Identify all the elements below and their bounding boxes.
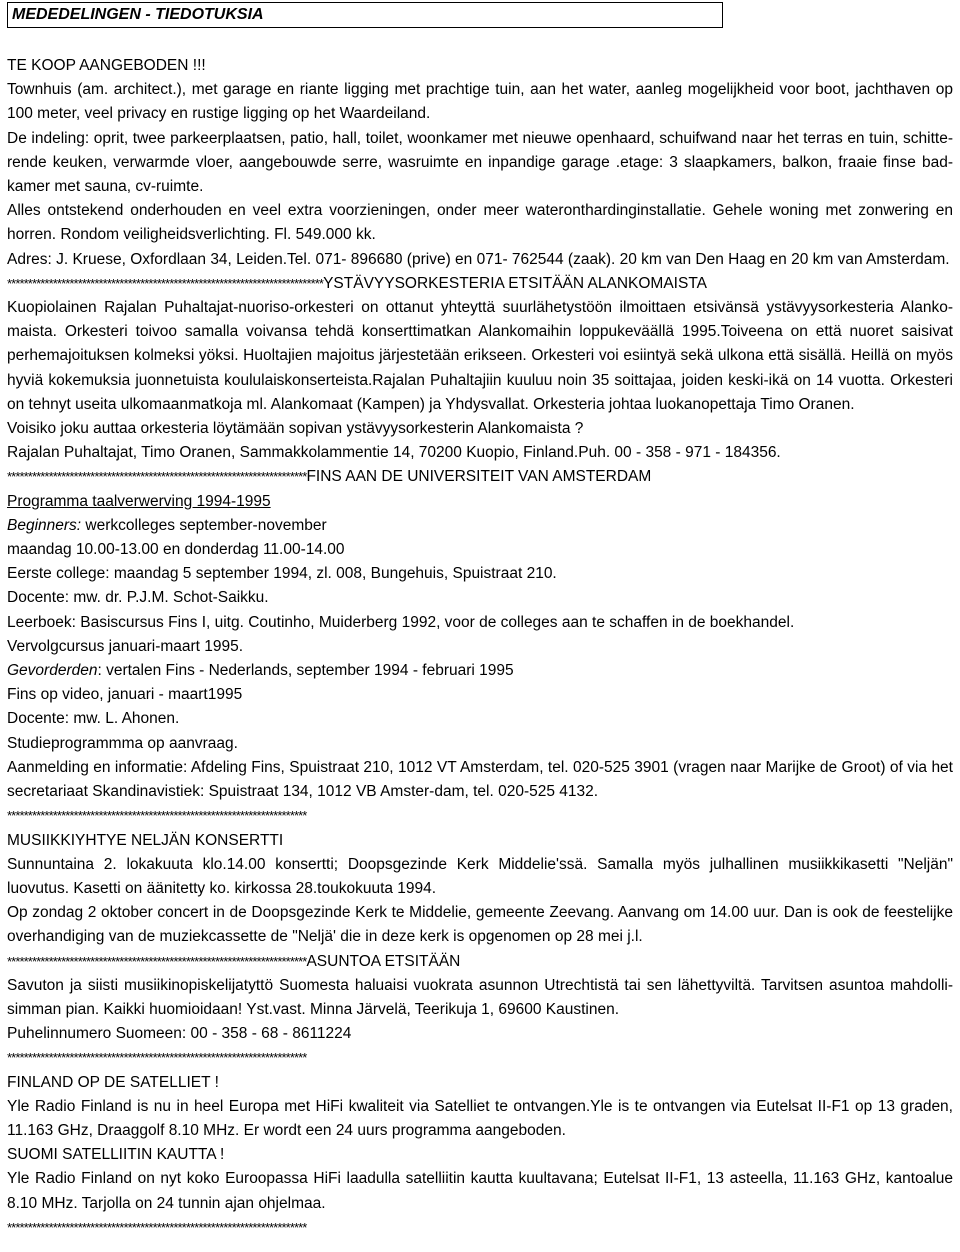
separator-stars: ************************************************************************ [7, 469, 307, 485]
orchestra-heading-line [7, 272, 953, 296]
separator-stars: **************************************************************************** [7, 275, 324, 291]
header-box [7, 2, 723, 28]
house-heading: TE KOOP AANGEBODEN !!! [7, 57, 206, 74]
apartment-heading: ASUNTOA ETSITÄÄN [306, 952, 461, 970]
satellite-heading-fi: SUOMI SATELLIITIN KAUTTA ! [7, 1146, 225, 1164]
fins-heading-line [7, 465, 953, 489]
apartment-paragraph: Savuton ja siisti musiikinopiskelijatyttö Suomesta haluaisi vuokrata asunnon Utrechtistä tai sen lähettyviltä. Tarvitsen asuntoa mahdolli-simman pian. Kaikki huomioidaan! Yst.vast. Minna Järvelä, Teerikuja 1, 69600 Kaustinen. [7, 976, 953, 1018]
advanced-label: Gevorderden [7, 662, 98, 680]
separator-stars: ************************************************************************ [7, 808, 307, 824]
fins-advanced-line [7, 659, 953, 683]
fins-line: Vervolgcursus januari-maart 1995. [7, 637, 244, 655]
satellite-paragraph-fi: Yle Radio Finland on nyt koko Euroopassa HiFi laadulla satelliitin kautta kuultavana; Eutelsat II-F1, 13 asteella, 11.163 GHz, kantoalue 8.10 MHz. Tarjolla on 24 tunnin ajan ohjelmaa. [7, 1170, 953, 1212]
house-paragraph-4: Adres: J. Kruese, Oxfordlaan 34, Leiden.Tel. 071- 896680 (prive) en 071- 762544 (zaak). 20 km van Den Haag en 20 km van Amsterdam. [7, 250, 950, 268]
concert-heading: MUSIIKKIYHTYE NELJÄN KONSERTTI [7, 831, 284, 849]
apartment-phone: Puhelinnumero Suomeen: 00 - 358 - 68 - 8611224 [7, 1025, 352, 1043]
fins-heading: FINS AAN DE UNIVERSITEIT VAN AMSTERDAM [306, 468, 652, 486]
fins-registration: Aanmelding en informatie: Afdeling Fins, Spuistraat 210, 1012 VT Amsterdam, tel. 020-525 3901 (vragen naar Marijke de Groot) of via het secretariaat Skandinavistiek: Spuistraat 134, 1012 VB Amster-dam, tel. 020-525 4132. [7, 758, 953, 801]
concert-paragraph-fi: Sunnuntaina 2. lokakuuta klo.14.00 konsertti; Doopsgezinde Kerk Middelie'ssä. Samalla myös julhallinen musiikkikasetti "Neljän" luovutus. Kasetti on äänitetty ko. kirkossa 28.toukokuuta 1994. [7, 855, 953, 897]
newsletter-page [7, 2, 953, 1240]
fins-line: Docente: mw. dr. P.J.M. Schot-Saikku. [7, 589, 269, 607]
orchestra-contact: Rajalan Puhaltajat, Timo Oranen, Sammakkolammentie 14, 70200 Kuopio, Finland.Puh. 00 - 358 - 971 - 184356. [7, 444, 781, 462]
beginners-label: Beginners: [7, 516, 82, 534]
orchestra-heading: YSTÄVYYSORKESTERIA ETSITÄÄN ALANKOMAISTA [323, 274, 707, 292]
satellite-paragraph-nl: Yle Radio Finland is nu in heel Europa met HiFi kwaliteit via Satelliet te ontvangen.Yle is te ontvangen via Eutelsat II-F1 op 13 graden, 11.163 GHz, Draaggolf 8.10 MHz. Er wordt een 24 uurs programma aangeboden. [7, 1097, 953, 1139]
concert-paragraph-nl: Op zondag 2 oktober concert in de Doopsgezinde Kerk te Middelie, gemeente Zeevang. Aanvang om 14.00 uur. Dan is ook de feestelijke overhandiging van de muziekcassette de "Neljä' die in deze kerk is opgenomen op 28 mei j.l. [7, 904, 953, 946]
separator-stars: ************************************************************************ [7, 1219, 307, 1235]
separator-stars: ************************************************************************ [7, 1050, 307, 1066]
apartment-heading-line [7, 950, 953, 974]
advanced-text: : vertalen Fins - Nederlands, september 1994 - februari 1995 [97, 662, 514, 680]
house-paragraph-1: Townhuis (am. architect.), met garage en riante ligging met prachtige tuin, aan het water, aanleg mogelijkheid voor boot, jachthaven op 100 meter, veel privacy en rustige ligging op het Waardeiland. [7, 81, 953, 123]
separator-stars: ************************************************************************ [7, 953, 307, 969]
orchestra-paragraph: Kuopiolainen Rajalan Puhaltajat-nuoriso-orkesteri on ottanut yhteyttä suurlähetystöön ilmoittaen etsivänsä ystävyysorkesteria Alanko-maista. Orkesteri toivoo samalla voivansa tehdä konserttimatkan Alankomaihin loppukeväällä 1995.Toiveena on että nuoret saisivat perhemajoituksen kolmeksi yöksi. Huoltajien majoitus järjestetään erikseen. Orkesteri voi esiintyä sekä ulkona että sisällä. Heillä on myös hyviä kokemuksia juonnetuista koululaiskonserteista.Rajalan Puhaltajiin kuuluu noin 35 soittajaa, joiden keski-ikä on 14 vuotta. Orkesteri on tehnyt useita ulkomaanmatkoja ml. Alankomaat (Kampen) ja Yhdysvallat. Orkesteria johtaa luokanopettaja Timo Oranen. [7, 299, 953, 413]
orchestra-question: Voisiko joku auttaa orkesteria löytämään sopivan ystävyysorkesterin Alankomaista ? [7, 420, 584, 438]
fins-line: Leerboek: Basiscursus Fins I, uitg. Coutinho, Muiderberg 1992, voor de colleges aan te schaffen in de boekhandel. [7, 613, 795, 631]
fins-beginners-line [7, 514, 953, 538]
fins-line: maandag 10.00-13.00 en donderdag 11.00-14.00 [7, 541, 345, 559]
house-paragraph-2: De indeling: oprit, twee parkeerplaatsen, patio, hall, toilet, woonkamer met nieuwe openhaard, schuifwand naar het terras en tuin, schitte-rende keuken, verwarmde vloer, aangebouwde serre, wasruimte en inpandige garage .etage: 3 slaapkamers, balkon, fraaie finse bad-kamer met sauna, cv-ruimte. [7, 129, 953, 196]
house-paragraph-3: Alles ontstekend onderhouden en veel extra voorzieningen, onder meer wateronthardinginstallatie. Gehele woning met zonwering en horren. Rondom veiligheidsverlichting. Fl. 549.000 kk. [7, 202, 953, 244]
beginners-text: werkcolleges september-november [81, 516, 327, 534]
fins-program-title: Programma taalverwerving 1994-1995 [7, 492, 271, 510]
fins-line: Studieprogrammma op aanvraag. [7, 734, 238, 752]
page-title: MEDEDELINGEN - TIEDOTUKSIA [12, 6, 264, 23]
satellite-heading-nl: FINLAND OP DE SATELLIET ! [7, 1073, 219, 1091]
fins-line: Fins op video, januari - maart1995 [7, 686, 243, 704]
fins-line: Eerste college: maandag 5 september 1994, zl. 008, Bungehuis, Spuistraat 210. [7, 565, 557, 583]
fins-line: Docente: mw. L. Ahonen. [7, 710, 180, 728]
